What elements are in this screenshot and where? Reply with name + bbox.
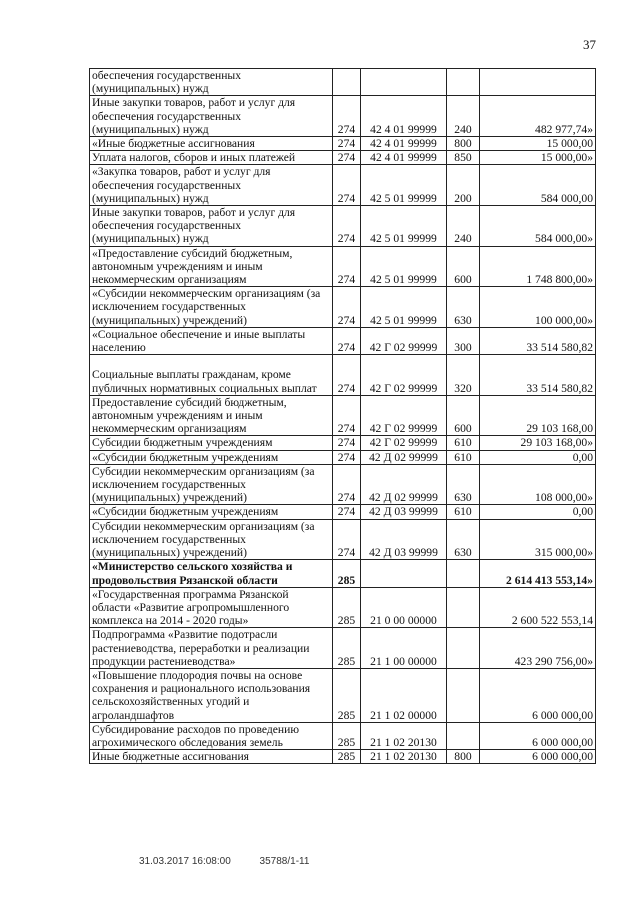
expense-type-cell <box>447 668 480 722</box>
row-name-cell: Иные закупки товаров, работ и услуг для обеспечения государственных (муниципальных) нужд <box>90 96 333 137</box>
row-name-cell: Уплата налогов, сборов и иных платежей <box>90 151 333 165</box>
sum-cell: 2 600 522 553,14 <box>480 587 596 628</box>
expense-type-cell: 630 <box>447 464 480 505</box>
row-name-cell: Предоставление субсидий бюджетным, автономным учреждениям и иным некоммерческим организациям <box>90 395 333 436</box>
target-code-cell: 21 0 00 00000 <box>361 587 447 628</box>
table-row <box>90 151 596 165</box>
sum-cell: 584 000,00 <box>480 165 596 206</box>
ministry-code-cell: 274 <box>333 519 361 560</box>
table-row <box>90 165 596 206</box>
sum-cell: 108 000,00» <box>480 464 596 505</box>
expense-type-cell <box>447 560 480 587</box>
sum-cell: 29 103 168,00» <box>480 436 596 450</box>
target-code-cell: 42 Г 02 99999 <box>361 355 447 396</box>
document-footer <box>139 856 335 867</box>
ministry-code-cell: 285 <box>333 587 361 628</box>
target-code-cell: 42 5 01 99999 <box>361 165 447 206</box>
expense-type-cell <box>447 628 480 669</box>
expense-type-cell: 240 <box>447 206 480 247</box>
target-code-cell: 21 1 02 20130 <box>361 722 447 749</box>
sum-cell: 0,00 <box>480 450 596 464</box>
ministry-code-cell: 274 <box>333 395 361 436</box>
row-name-cell: Субсидии некоммерческим организациям (за исключением государственных (муниципальных) учреждений) <box>90 464 333 505</box>
target-code-cell: 42 5 01 99999 <box>361 246 447 287</box>
ministry-code-cell: 274 <box>333 96 361 137</box>
row-name-cell: «Министерство сельского хозяйства и продовольствия Рязанской области <box>90 560 333 587</box>
expense-type-cell: 850 <box>447 151 480 165</box>
target-code-cell: 42 Г 02 99999 <box>361 327 447 354</box>
ministry-code-cell <box>333 69 361 96</box>
ministry-code-cell: 285 <box>333 750 361 764</box>
expense-type-cell: 800 <box>447 750 480 764</box>
ministry-code-cell: 274 <box>333 287 361 328</box>
ministry-code-cell: 274 <box>333 165 361 206</box>
row-name-cell: «Закупка товаров, работ и услуг для обеспечения государственных (муниципальных) нужд <box>90 165 333 206</box>
row-name-cell: «Субсидии бюджетным учреждениям <box>90 450 333 464</box>
ministry-code-cell: 274 <box>333 246 361 287</box>
expense-type-cell: 610 <box>447 436 480 450</box>
table-row <box>90 69 596 96</box>
table-row <box>90 587 596 628</box>
row-name-cell: Социальные выплаты гражданам, кроме публичных нормативных социальных выплат <box>90 355 333 396</box>
expense-type-cell: 300 <box>447 327 480 354</box>
ministry-code-cell: 274 <box>333 327 361 354</box>
row-name-cell: Субсидирование расходов по проведению агрохимического обследования земель <box>90 722 333 749</box>
target-code-cell: 42 4 01 99999 <box>361 96 447 137</box>
sum-cell: 2 614 413 553,14» <box>480 560 596 587</box>
target-code-cell: 42 5 01 99999 <box>361 206 447 247</box>
target-code-cell: 42 4 01 99999 <box>361 137 447 151</box>
table-row <box>90 560 596 587</box>
target-code-cell: 42 Д 03 99999 <box>361 505 447 519</box>
row-name-cell: Иные бюджетные ассигнования <box>90 750 333 764</box>
row-name-cell: «Повышение плодородия почвы на основе сохранения и рационального использования сельскохозяйственных угодий и агроландшафтов <box>90 668 333 722</box>
target-code-cell <box>361 69 447 96</box>
sum-cell: 15 000,00» <box>480 151 596 165</box>
footer-date: 31.03.2017 16:08:00 <box>139 856 231 867</box>
sum-cell: 584 000,00» <box>480 206 596 247</box>
table-row <box>90 668 596 722</box>
sum-cell: 33 514 580,82 <box>480 327 596 354</box>
expense-type-cell: 800 <box>447 137 480 151</box>
ministry-code-cell: 274 <box>333 137 361 151</box>
target-code-cell: 21 1 02 20130 <box>361 750 447 764</box>
sum-cell <box>480 69 596 96</box>
table-row <box>90 505 596 519</box>
target-code-cell: 42 5 01 99999 <box>361 287 447 328</box>
expense-type-cell: 240 <box>447 96 480 137</box>
sum-cell: 6 000 000,00 <box>480 750 596 764</box>
expense-type-cell: 630 <box>447 287 480 328</box>
row-name-cell: Субсидии некоммерческим организациям (за исключением государственных (муниципальных) учреждений) <box>90 519 333 560</box>
sum-cell: 6 000 000,00 <box>480 722 596 749</box>
table-row <box>90 464 596 505</box>
ministry-code-cell: 274 <box>333 464 361 505</box>
expense-type-cell <box>447 722 480 749</box>
table-row <box>90 722 596 749</box>
sum-cell: 15 000,00 <box>480 137 596 151</box>
table-row <box>90 436 596 450</box>
expense-type-cell: 600 <box>447 246 480 287</box>
table-row <box>90 628 596 669</box>
expense-type-cell: 600 <box>447 395 480 436</box>
sum-cell: 6 000 000,00 <box>480 668 596 722</box>
table-row <box>90 395 596 436</box>
row-name-cell: Субсидии бюджетным учреждениям <box>90 436 333 450</box>
expense-type-cell: 320 <box>447 355 480 396</box>
sum-cell: 29 103 168,00 <box>480 395 596 436</box>
row-name-cell: обеспечения государственных (муниципальных) нужд <box>90 69 333 96</box>
target-code-cell: 42 Д 03 99999 <box>361 519 447 560</box>
table-row <box>90 450 596 464</box>
row-name-cell: «Государственная программа Рязанской области «Развитие агропромышленного комплекса на 2014 - 2020 годы» <box>90 587 333 628</box>
sum-cell: 423 290 756,00» <box>480 628 596 669</box>
table-row <box>90 206 596 247</box>
sum-cell: 0,00 <box>480 505 596 519</box>
sum-cell: 482 977,74» <box>480 96 596 137</box>
ministry-code-cell: 285 <box>333 628 361 669</box>
expense-type-cell: 610 <box>447 505 480 519</box>
row-name-cell: «Субсидии бюджетным учреждениям <box>90 505 333 519</box>
page-number: 37 <box>583 37 596 52</box>
table-row <box>90 355 596 396</box>
row-name-cell: «Социальное обеспечение и иные выплаты населению <box>90 327 333 354</box>
expense-type-cell <box>447 69 480 96</box>
row-name-cell: Иные закупки товаров, работ и услуг для обеспечения государственных (муниципальных) нужд <box>90 206 333 247</box>
table-row <box>90 519 596 560</box>
sum-cell: 100 000,00» <box>480 287 596 328</box>
target-code-cell: 21 1 00 00000 <box>361 628 447 669</box>
row-name-cell: «Субсидии некоммерческим организациям (за исключением государственных (муниципальных) учреждений) <box>90 287 333 328</box>
ministry-code-cell: 274 <box>333 436 361 450</box>
ministry-code-cell: 274 <box>333 206 361 247</box>
expense-type-cell <box>447 587 480 628</box>
table-row <box>90 327 596 354</box>
ministry-code-cell: 274 <box>333 355 361 396</box>
ministry-code-cell: 285 <box>333 560 361 587</box>
ministry-code-cell: 285 <box>333 668 361 722</box>
ministry-code-cell: 274 <box>333 450 361 464</box>
row-name-cell: «Предоставление субсидий бюджетным, автономным учреждениям и иным некоммерческим организациям <box>90 246 333 287</box>
ministry-code-cell: 274 <box>333 505 361 519</box>
sum-cell: 1 748 800,00» <box>480 246 596 287</box>
target-code-cell: 42 Д 02 99999 <box>361 464 447 505</box>
target-code-cell: 21 1 02 00000 <box>361 668 447 722</box>
target-code-cell: 42 Д 02 99999 <box>361 450 447 464</box>
expense-type-cell: 630 <box>447 519 480 560</box>
target-code-cell <box>361 560 447 587</box>
row-name-cell: Подпрограмма «Развитие подотрасли растениеводства, переработки и реализации продукции растениеводства» <box>90 628 333 669</box>
expense-type-cell: 610 <box>447 450 480 464</box>
sum-cell: 33 514 580,82 <box>480 355 596 396</box>
table-row <box>90 96 596 137</box>
table-row <box>90 246 596 287</box>
ministry-code-cell: 285 <box>333 722 361 749</box>
table-row <box>90 750 596 764</box>
row-name-cell: «Иные бюджетные ассигнования <box>90 137 333 151</box>
target-code-cell: 42 Г 02 99999 <box>361 395 447 436</box>
footer-doc-number: 35788/1-11 <box>259 856 310 867</box>
target-code-cell: 42 4 01 99999 <box>361 151 447 165</box>
target-code-cell: 42 Г 02 99999 <box>361 436 447 450</box>
sum-cell: 315 000,00» <box>480 519 596 560</box>
table-row <box>90 287 596 328</box>
expense-type-cell: 200 <box>447 165 480 206</box>
table-row <box>90 137 596 151</box>
budget-table <box>89 68 596 764</box>
ministry-code-cell: 274 <box>333 151 361 165</box>
